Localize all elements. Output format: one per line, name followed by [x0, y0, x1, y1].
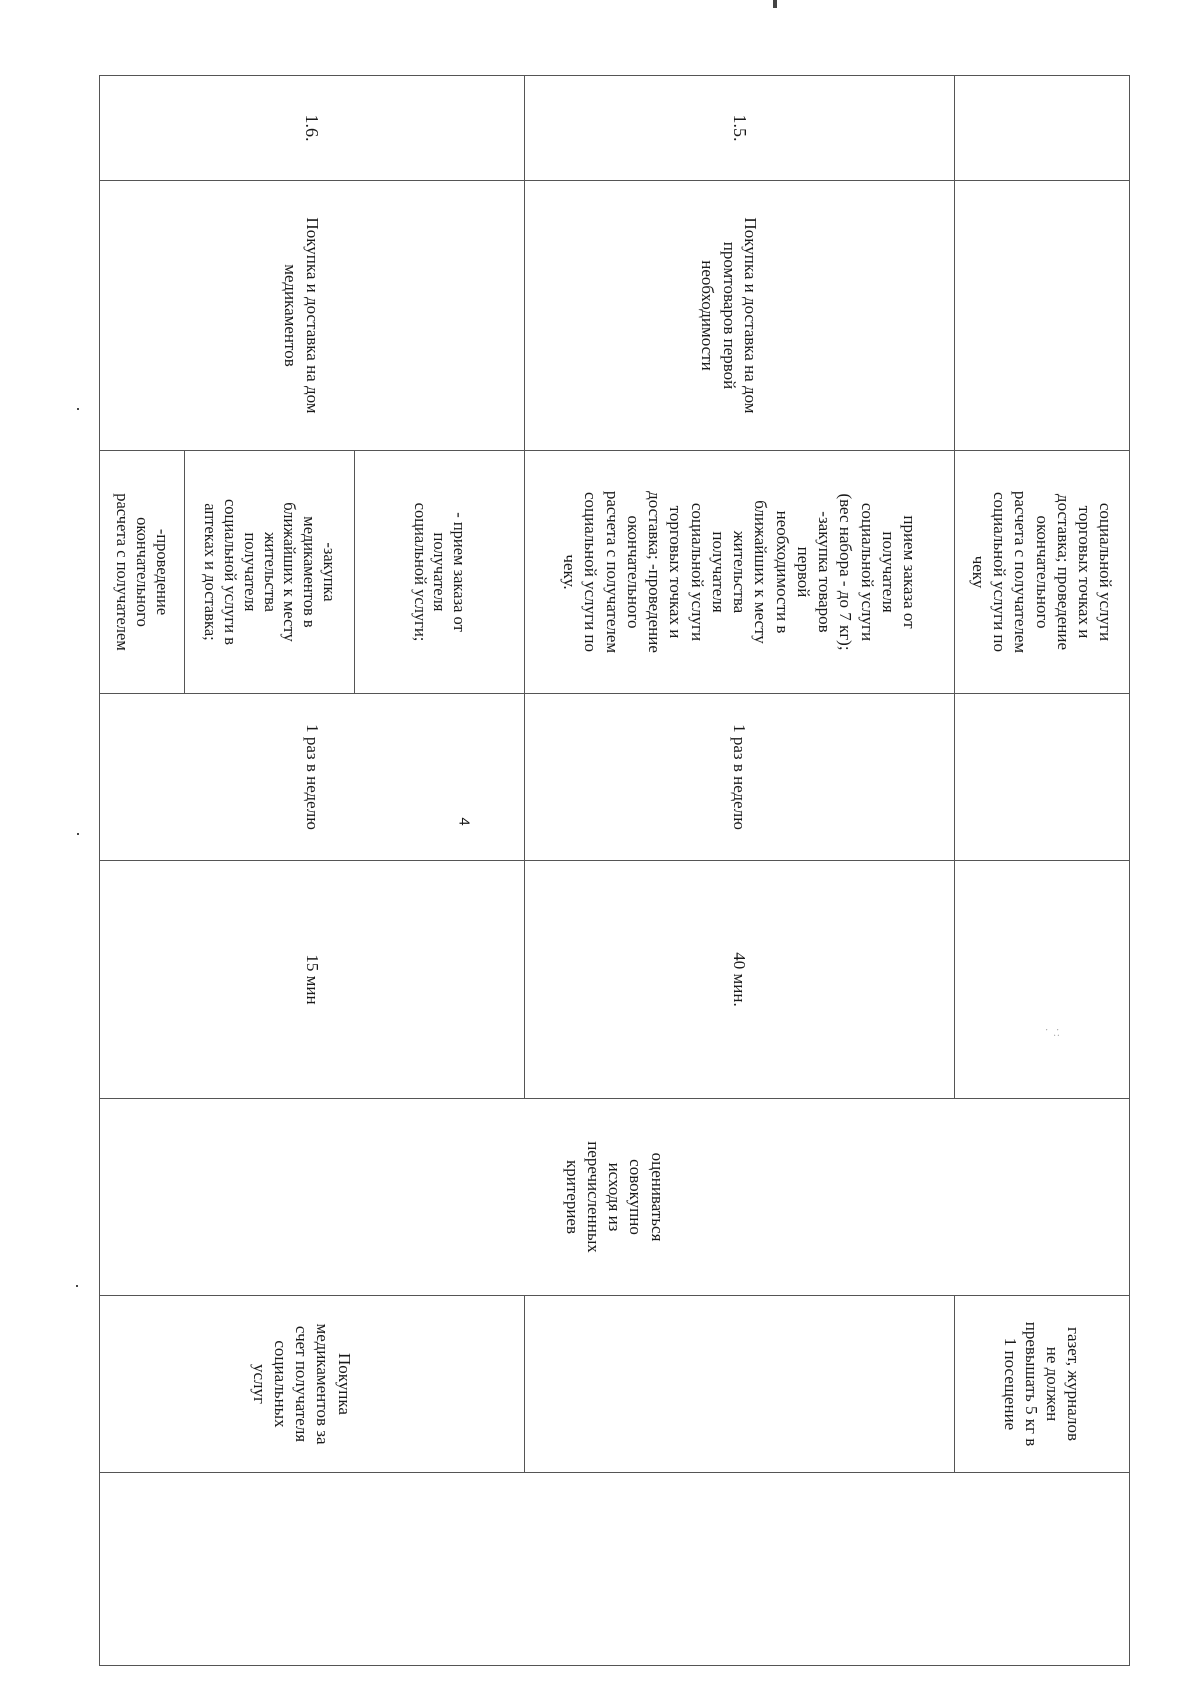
scan-artifact	[76, 1285, 78, 1287]
cell-notes	[525, 1296, 955, 1473]
cell-frequency: 1 раз в неделю	[100, 694, 525, 861]
cell-name	[955, 181, 1130, 451]
content-subtable	[100, 451, 524, 693]
cell-notes: газет, журналов не должен превышать 5 кг в 1 посещение	[955, 1296, 1130, 1473]
table-row	[525, 76, 955, 1666]
scan-artifact	[77, 833, 79, 835]
cell-frequency: 1 раз в неделю	[525, 694, 955, 861]
content-part: -проведение окончательного расчета с получателем	[100, 451, 185, 693]
cell-duration	[955, 861, 1130, 1099]
content-part: -закупка медикаментов в ближайших к месту жительства получателя социальной услуги в аптеках и доставка;	[185, 451, 355, 693]
table-row-continuation	[955, 76, 1130, 1666]
content-part: - прием заказа от получателя социальной услуги;	[354, 451, 524, 693]
scan-artifact	[77, 408, 79, 410]
cell-content: прием заказа от получателя социальной услуги (вес набора - до 7 кг); -закупка товаров первой необходимости в ближайших к месту жительства получателя социальной услуги торговых точках и доставка; -проведение окончательного расчета с получателем социальной услуги по чеку.	[525, 451, 955, 694]
scan-smudge: · : ·	[1040, 1028, 1062, 1037]
cell-duration: 40 мин.	[525, 861, 955, 1099]
page-number: 4	[455, 817, 473, 826]
cell-number	[955, 76, 1130, 181]
cell-frequency	[955, 694, 1130, 861]
table-row	[100, 76, 525, 1666]
cell-number: 1.6.	[100, 76, 525, 181]
cell-name: Покупка и доставка на дом медикаментов	[100, 181, 525, 451]
cell-notes: Покупка медикаментов за счет получателя социальных услуг	[100, 1296, 525, 1473]
rotated-table-wrapper	[100, 75, 1130, 1665]
cell-content: социальной услуги торговых точках и доставка; проведение окончательного расчета с получателем социальной услуги по чеку	[955, 451, 1130, 694]
cell-content	[100, 451, 525, 694]
cell-criteria: оцениваться совокупно исходя из перечисленных критериев	[100, 1099, 1130, 1296]
services-table	[99, 75, 1130, 1666]
cell-number: 1.5.	[525, 76, 955, 181]
cell-duration: 15 мин	[100, 861, 525, 1099]
scan-artifact	[773, 0, 777, 8]
cell-extra	[100, 1473, 1130, 1666]
cell-name: Покупка и доставка на дом промтоваров первой необходимости	[525, 181, 955, 451]
